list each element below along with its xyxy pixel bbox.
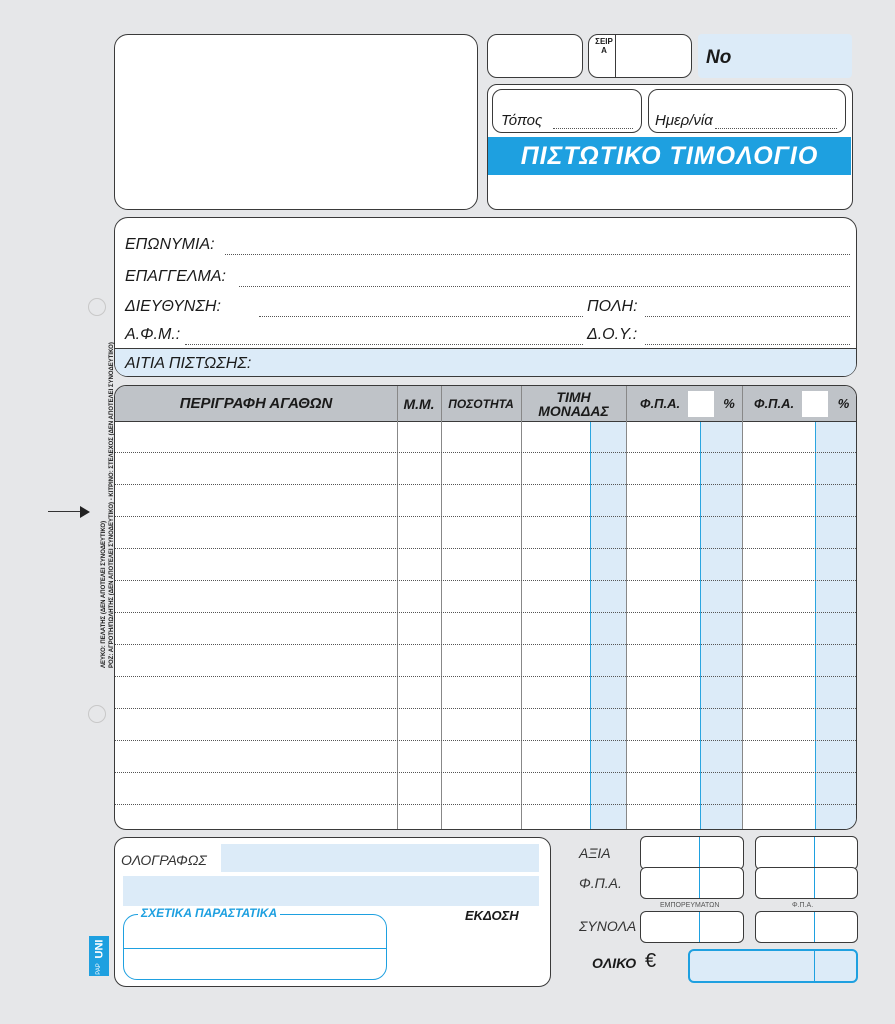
date-label: Ημερ/νία bbox=[655, 112, 713, 129]
goods-small-label: ΕΜΠΟΡΕΥΜΑΤΩΝ bbox=[660, 902, 720, 909]
date-field[interactable] bbox=[648, 89, 846, 133]
footer-left bbox=[114, 837, 551, 987]
related-docs-label: ΣΧΕΤΙΚΑ ΠΑΡΑΣΤΑΤΙΚΑ bbox=[138, 906, 280, 920]
afm-label: Α.Φ.Μ.: bbox=[125, 326, 181, 343]
credit-reason-field[interactable] bbox=[115, 348, 856, 376]
title-banner bbox=[488, 137, 851, 175]
vat-value-field[interactable] bbox=[755, 836, 858, 870]
doy-dots[interactable] bbox=[645, 344, 850, 345]
series-divider bbox=[615, 35, 616, 77]
header-unit-price-line1: ΤΙΜΗ bbox=[556, 389, 591, 405]
invoice-number-field[interactable] bbox=[698, 34, 852, 78]
profession-label: ΕΠΑΓΓΕΛΜΑ: bbox=[125, 268, 226, 285]
number-label: No bbox=[706, 47, 732, 68]
decimal-divider bbox=[699, 837, 700, 869]
header-unit: Μ.Μ. bbox=[403, 396, 435, 412]
value-label: ΑΞΙΑ bbox=[579, 845, 611, 861]
related-docs-box[interactable] bbox=[123, 906, 387, 980]
row-line bbox=[115, 516, 856, 517]
row-line bbox=[115, 804, 856, 805]
header-vat1: Φ.Π.Α. bbox=[639, 396, 681, 411]
goods-vat-field[interactable] bbox=[640, 867, 744, 899]
binder-hole bbox=[88, 705, 106, 723]
decimal-divider bbox=[699, 868, 700, 898]
vat1-rate-box[interactable] bbox=[688, 391, 714, 417]
arrow-line bbox=[48, 511, 82, 512]
decimal-divider bbox=[814, 868, 815, 898]
arrow-right-icon bbox=[80, 506, 90, 518]
place-dots bbox=[553, 128, 633, 129]
header-quantity: ΠΟΣΟΤΗΤΑ bbox=[448, 397, 514, 411]
row-line bbox=[115, 484, 856, 485]
in-words-label: ΟΛΟΓΡΑΦΩΣ bbox=[121, 852, 207, 868]
row-line bbox=[115, 580, 856, 581]
vat-small-label: Φ.Π.Α. bbox=[792, 902, 814, 909]
grand-total-field[interactable] bbox=[688, 949, 858, 983]
vat-total-field[interactable] bbox=[755, 911, 858, 943]
header-vat2: Φ.Π.Α. bbox=[753, 396, 795, 411]
goods-value-field[interactable] bbox=[640, 836, 744, 870]
doy-label: Δ.Ο.Υ.: bbox=[587, 326, 638, 343]
place-field[interactable] bbox=[492, 89, 642, 133]
brand-logo-sub bbox=[89, 962, 109, 976]
row-line bbox=[115, 740, 856, 741]
city-dots[interactable] bbox=[645, 316, 850, 317]
in-words-field[interactable] bbox=[221, 844, 539, 872]
name-dots[interactable] bbox=[225, 254, 850, 255]
afm-dots[interactable] bbox=[185, 344, 583, 345]
goods-total-field[interactable] bbox=[640, 911, 744, 943]
brand-logo-main bbox=[89, 936, 109, 962]
grand-total-label: ΟΛΙΚΟ bbox=[592, 955, 637, 971]
logo-area bbox=[114, 34, 478, 210]
row-line bbox=[115, 676, 856, 677]
decimal-divider bbox=[814, 951, 815, 981]
decimal-divider bbox=[699, 912, 700, 942]
decimal-divider bbox=[814, 837, 815, 869]
profession-dots[interactable] bbox=[239, 286, 850, 287]
row-line bbox=[115, 772, 856, 773]
header-unit-price bbox=[521, 386, 626, 422]
brand-logo-text: UNI bbox=[92, 939, 105, 959]
totals-label: ΣΥΝΟΛΑ bbox=[579, 918, 637, 934]
document-title: ΠΙΣΤΩΤΙΚΟ ΤΙΜΟΛΟΓΙΟ bbox=[520, 141, 819, 170]
credit-reason-label: ΑΙΤΙΑ ΠΙΣΤΩΣΗΣ: bbox=[125, 355, 252, 372]
in-words-field-2[interactable] bbox=[123, 876, 539, 906]
place-label: Τόπος bbox=[501, 112, 543, 129]
series-box-right[interactable] bbox=[588, 34, 692, 78]
address-dots[interactable] bbox=[259, 316, 583, 317]
brand-logo bbox=[89, 936, 109, 976]
euro-icon: € bbox=[645, 950, 657, 972]
customer-section bbox=[114, 217, 857, 377]
brand-logo-subtext: PAP bbox=[96, 963, 102, 975]
copy-legend-line2: ΡΟΖ: ΑΓΡΟΤΗ/ΠΩΛΗΤΗΣ (ΔΕΝ ΑΠΟΤΕΛΕΙ ΣΥΝΟΔΕΥΤΙΚΟ) - ΚΙΤΡΙΝΟ: ΣΤΕΛΕΧΟΣ (ΔΕΝ ΑΠΟΤΕΛΕΙ ΣΥΝΟΔΕΥΤΙΚΟ) bbox=[109, 342, 115, 668]
row-line bbox=[115, 644, 856, 645]
row-line bbox=[115, 708, 856, 709]
date-dots bbox=[715, 128, 837, 129]
related-docs-divider bbox=[124, 948, 386, 949]
copy-legend-line1: ΛΕΥΚΟ: ΠΕΛΑΤΗΣ (ΔΕΝ ΑΠΟΤΕΛΕΙ ΣΥΝΟΔΕΥΤΙΚΟ) bbox=[101, 520, 107, 668]
copy-legend bbox=[100, 308, 120, 668]
vat-label: Φ.Π.Α. bbox=[579, 875, 622, 891]
header-description: ΠΕΡΙΓΡΑΦΗ ΑΓΑΘΩΝ bbox=[179, 395, 333, 412]
row-line bbox=[115, 612, 856, 613]
header-vat1-pct: % bbox=[723, 396, 735, 411]
title-area bbox=[487, 84, 853, 210]
decimal-divider bbox=[814, 912, 815, 942]
address-label: ΔΙΕΥΘΥΝΣΗ: bbox=[125, 298, 221, 315]
series-box-left[interactable] bbox=[487, 34, 583, 78]
header-vat2-pct: % bbox=[837, 396, 850, 411]
series-label: ΣΕΙΡΑ bbox=[595, 37, 613, 55]
vat-vat-field[interactable] bbox=[755, 867, 858, 899]
vat2-rate-box[interactable] bbox=[802, 391, 828, 417]
header-unit-price-line2: ΜΟΝΑΔΑΣ bbox=[538, 403, 609, 419]
issue-label: ΕΚΔΟΣΗ bbox=[465, 908, 519, 923]
items-table bbox=[114, 385, 857, 830]
city-label: ΠΟΛΗ: bbox=[587, 298, 638, 315]
row-line bbox=[115, 452, 856, 453]
row-line bbox=[115, 548, 856, 549]
name-label: ΕΠΩΝΥΜΙΑ: bbox=[125, 236, 215, 253]
